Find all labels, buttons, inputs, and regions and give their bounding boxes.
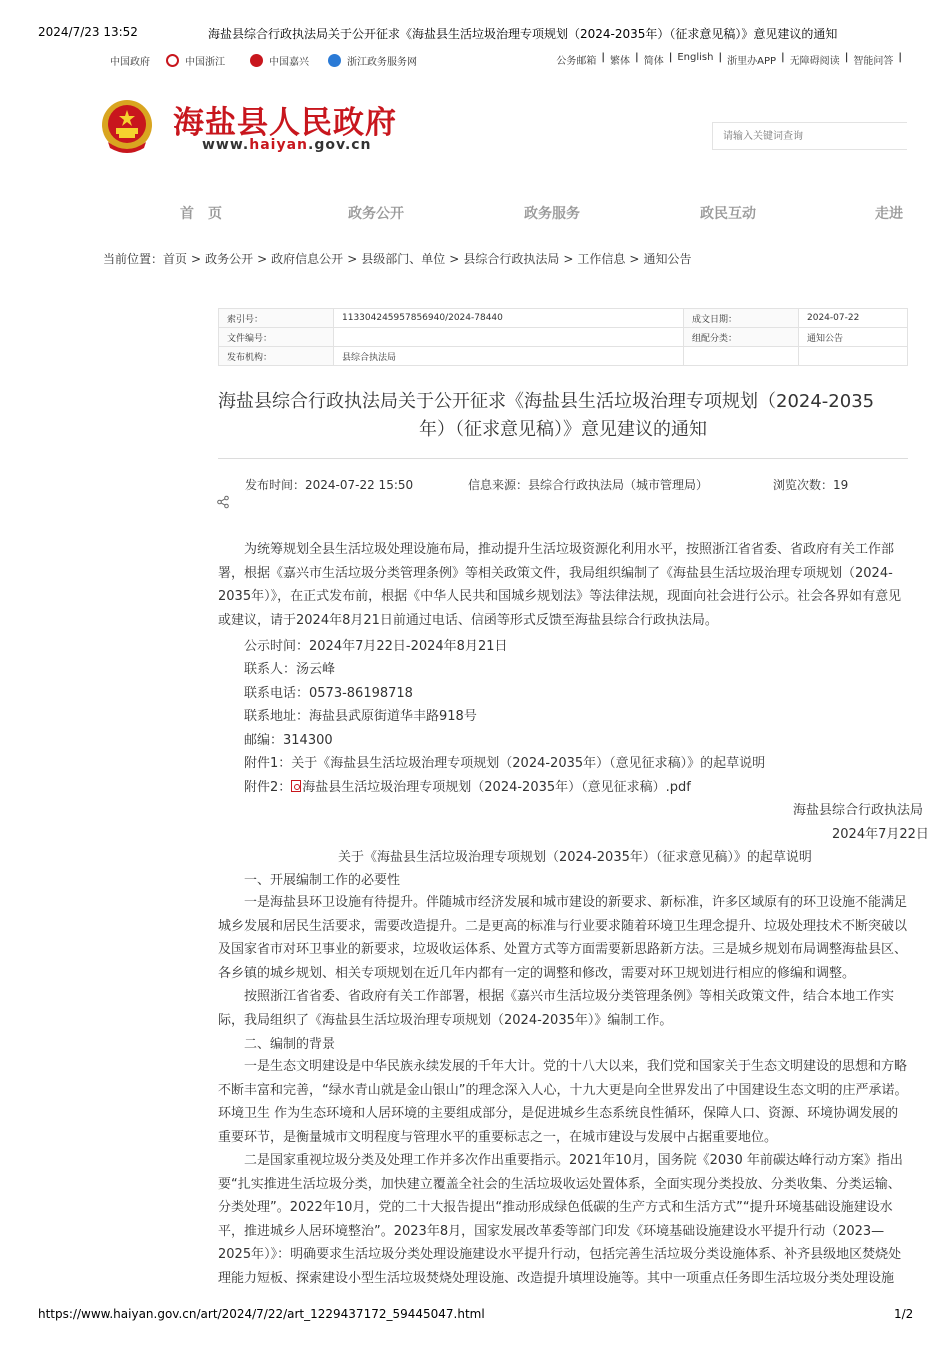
top-link-label: 中国嘉兴: [269, 57, 309, 68]
nav-gov-services[interactable]: 政务服务: [524, 206, 580, 222]
meta-key: 文件编号：: [219, 328, 334, 347]
print-title: 海盐县综合行政执法局关于公开征求《海盐县生活垃圾治理专项规划（2024-2035年）（征求意见稿）》意见建议的通知: [208, 27, 838, 41]
print-url: https://www.haiyan.gov.cn/art/2024/7/22/art_1229437172_59445047.html: [38, 1307, 485, 1321]
breadcrumb-sep: >: [347, 252, 358, 266]
contact-person: 联系人：汤云峰: [244, 662, 336, 677]
top-link-label: 中国政府: [110, 57, 150, 68]
utility-links: [551, 52, 902, 67]
meta-key: 发布机构：: [219, 347, 334, 366]
meta-value: 113304245957856940/2024-78440: [334, 309, 684, 328]
breadcrumb-item[interactable]: 通知公告: [643, 252, 692, 266]
nav-enter[interactable]: 走进: [875, 206, 903, 222]
meta-key: 组配分类：: [684, 328, 799, 347]
table-row: [219, 347, 908, 366]
site-url-suffix: .gov.cn: [308, 137, 372, 153]
section-heading-2: 二、编制的背景: [244, 1037, 336, 1052]
top-link-label: 浙江政务服务网: [347, 57, 417, 68]
util-qa[interactable]: 智能问答: [853, 56, 894, 67]
zj-service-logo-icon: [328, 54, 341, 67]
section2-paragraph1: 一是生态文明建设是中华民族永续发展的千年大计。党的十八大以来，我们党和国家关于生态文明建设的思想和方略不断丰富和完善，“绿水青山就是金山银山”的理念深入人心，十九大更是向全世界发出了中国建设生态文明的庄严承诺。环境卫生 作为生态环境和人居环境的主要组成部分，是促进城乡生态系统良性循环，保障人口、资源、环境协调发展的重要环节，是衡量城市文明程度与管理水平的重要标志之一，在城市建设与发展中占据重要地位。: [218, 1059, 908, 1145]
breadcrumb-sep: >: [191, 252, 202, 266]
breadcrumb-sep: >: [563, 252, 574, 266]
section-heading-1: 一、开展编制工作的必要性: [244, 873, 401, 888]
article-title-line2: 年）（征求意见稿）》意见建议的通知: [419, 419, 707, 440]
util-app[interactable]: 浙里办APP: [727, 56, 777, 67]
article-title: [218, 388, 908, 444]
jiaxing-logo-icon: [250, 54, 263, 67]
intro-paragraph: 为统筹规划全县生活垃圾处理设施布局，推动提升生活垃圾资源化利用水平，按照浙江省省委、省政府有关工作部署，根据《嘉兴市生活垃圾分类管理条例》等相关政策文件，我局组织编制了《海盐县生活垃圾治理专项规划（2024-2035年）》，在正式发布前，根据《中华人民共和国城乡规划法》等法律法规，现面向社会进行公示。社会各界如有意见或建议，请于2024年8月21日前通过电话、信函等形式反馈至海盐县综合行政执法局。: [218, 542, 902, 628]
meta-table: [218, 308, 908, 366]
contact-phone: 联系电话：0573-86198718: [244, 686, 413, 701]
util-english[interactable]: English: [677, 52, 714, 63]
attachment-2: [244, 776, 691, 795]
nav-gov-affairs[interactable]: 政务公开: [348, 206, 404, 222]
site-url-brand: haiyan: [249, 137, 308, 153]
share-icon[interactable]: [216, 495, 230, 513]
separator: |: [635, 52, 639, 63]
top-link-china-gov[interactable]: [110, 53, 150, 68]
util-mail[interactable]: 公务邮箱: [556, 56, 597, 67]
separator: |: [601, 52, 606, 63]
breadcrumb-item[interactable]: 政府信息公开: [271, 252, 344, 266]
separator: |: [898, 52, 902, 63]
search-input[interactable]: [713, 123, 913, 149]
separator: |: [668, 52, 673, 63]
explain-title: 关于《海盐县生活垃圾治理专项规划（2024-2035年）（征求意见稿）》的起草说明: [338, 850, 812, 865]
attachment-2-link[interactable]: 海盐县生活垃圾治理专项规划（2024-2035年）（意见征求稿）.pdf: [302, 780, 691, 795]
table-row: [219, 309, 908, 328]
breadcrumb-sep: >: [257, 252, 268, 266]
meta-key: 索引号：: [219, 309, 334, 328]
nav-interaction[interactable]: 政民互动: [700, 206, 756, 222]
article-body: [218, 538, 929, 1288]
search-box: [712, 122, 907, 150]
site-title[interactable]: 海盐县人民政府: [173, 105, 397, 141]
national-emblem-icon: [100, 98, 154, 160]
top-link-jiaxing[interactable]: [250, 53, 309, 68]
nav-home[interactable]: 首 页: [180, 206, 222, 222]
breadcrumb-sep: >: [629, 252, 640, 266]
breadcrumb-item[interactable]: 县综合行政执法局: [463, 252, 560, 266]
attachment-2-label: 附件2：: [244, 780, 292, 795]
breadcrumb-sep: >: [449, 252, 460, 266]
meta-value: 通知公告: [799, 328, 908, 347]
top-link-zhejiang[interactable]: [166, 53, 225, 68]
table-row: [219, 328, 908, 347]
info-source: 信息来源：县综合行政执法局（城市管理局）: [468, 478, 709, 492]
meta-empty: [799, 347, 908, 366]
zhejiang-logo-icon: [166, 54, 179, 67]
meta-value: [334, 328, 684, 347]
meta-key: 成文日期：: [684, 309, 799, 328]
separator: |: [781, 52, 785, 63]
meta-value: 县综合执法局: [334, 347, 684, 366]
breadcrumb-label: 当前位置：: [103, 252, 164, 266]
print-datetime: 2024/7/23 13:52: [38, 25, 138, 39]
top-link-label: 中国浙江: [185, 57, 225, 68]
util-traditional[interactable]: 繁体: [610, 56, 631, 67]
meta-value: 2024-07-22: [799, 309, 908, 328]
print-page-number: 1/2: [894, 1307, 914, 1321]
breadcrumb-item[interactable]: 县级部门、单位: [361, 252, 446, 266]
attachment-1[interactable]: 附件1：关于《海盐县生活垃圾治理专项规划（2024-2035年）（意见征求稿）》的起草说明: [244, 756, 766, 771]
article-title-line1: 海盐县综合行政执法局关于公开征求《海盐县生活垃圾治理专项规划（2024-2035: [218, 391, 875, 412]
breadcrumb-item[interactable]: 首页: [163, 252, 188, 266]
meta-empty: [684, 347, 799, 366]
separator: |: [718, 52, 723, 63]
view-count: 浏览次数：19: [773, 478, 849, 492]
signature-org: 海盐县综合行政执法局: [793, 803, 924, 818]
separator: |: [844, 52, 849, 63]
breadcrumb-item[interactable]: 政务公开: [205, 252, 254, 266]
title-divider: [218, 458, 908, 459]
util-accessible[interactable]: 无障碍阅读: [789, 56, 840, 67]
section1-paragraph1: 一是海盐县环卫设施有待提升。伴随城市经济发展和城市建设的新要求、新标准，许多区域原有的环卫设施不能满足城乡发展和居民生活要求，需要改造提升。二是更高的标准与行业要求随着环境卫生理念提升、垃圾处理技术不断突破以及国家省市对环卫事业的新要求，垃圾收运体系、处置方式等方面需要新思路新方法。三是城乡规划布局调整海盐县区、各乡镇的城乡规划、相关专项规划在近几年内都有一定的调整和修改，需要对环卫规划进行相应的修编和调整。: [218, 895, 908, 981]
publish-time: 发布时间：2024-07-22 15:50: [245, 478, 414, 492]
breadcrumb: [103, 250, 692, 267]
signature-date: 2024年7月22日: [832, 827, 929, 842]
section2-paragraph2: 二是国家重视垃圾分类及处理工作并多次作出重要指示。2021年10月，国务院《2030 年前碳达峰行动方案》指出要“扎实推进生活垃圾分类，加快建立覆盖全社会的生活垃圾收运处置体系，全面实现分类投放、分类收集、分类运输、分类处理”。2022年10月，党的二十大报告提出“推动形成绿色低碳的生产方式和生活方式”“提升环境基础设施建设水平，推进城乡人居环境整治”。2023年8月，国家发展改革委等部门印发《环境基础设施建设水平提升行动（2023—2025年）》：明确要求生活垃圾分类处理设施建设水平提升行动，包括完善生活垃圾分类设施体系、补齐县级地区焚烧处理能力短板、探索建设小型生活垃圾焚烧处理设施、改造提升填埋设施等。其中一项重点任务即生活垃圾分类处理设施: [218, 1153, 903, 1286]
top-link-zj-service[interactable]: [328, 53, 417, 68]
notice-period: 公示时间：2024年7月22日-2024年8月21日: [244, 639, 508, 654]
postcode: 邮编：314300: [244, 733, 333, 748]
site-url: [202, 137, 372, 153]
contact-address: 联系地址：海盐县武原街道华丰路918号: [244, 709, 477, 724]
site-url-prefix: www.: [202, 137, 250, 153]
breadcrumb-item[interactable]: 工作信息: [577, 252, 626, 266]
pdf-icon: [291, 780, 301, 792]
section1-paragraph2: 按照浙江省省委、省政府有关工作部署，根据《嘉兴市生活垃圾分类管理条例》等相关政策文件，结合本地工作实际，我局组织了《海盐县生活垃圾治理专项规划（2024-2035年）》编制工作。: [218, 989, 895, 1028]
util-simplified[interactable]: 简体: [643, 56, 664, 67]
